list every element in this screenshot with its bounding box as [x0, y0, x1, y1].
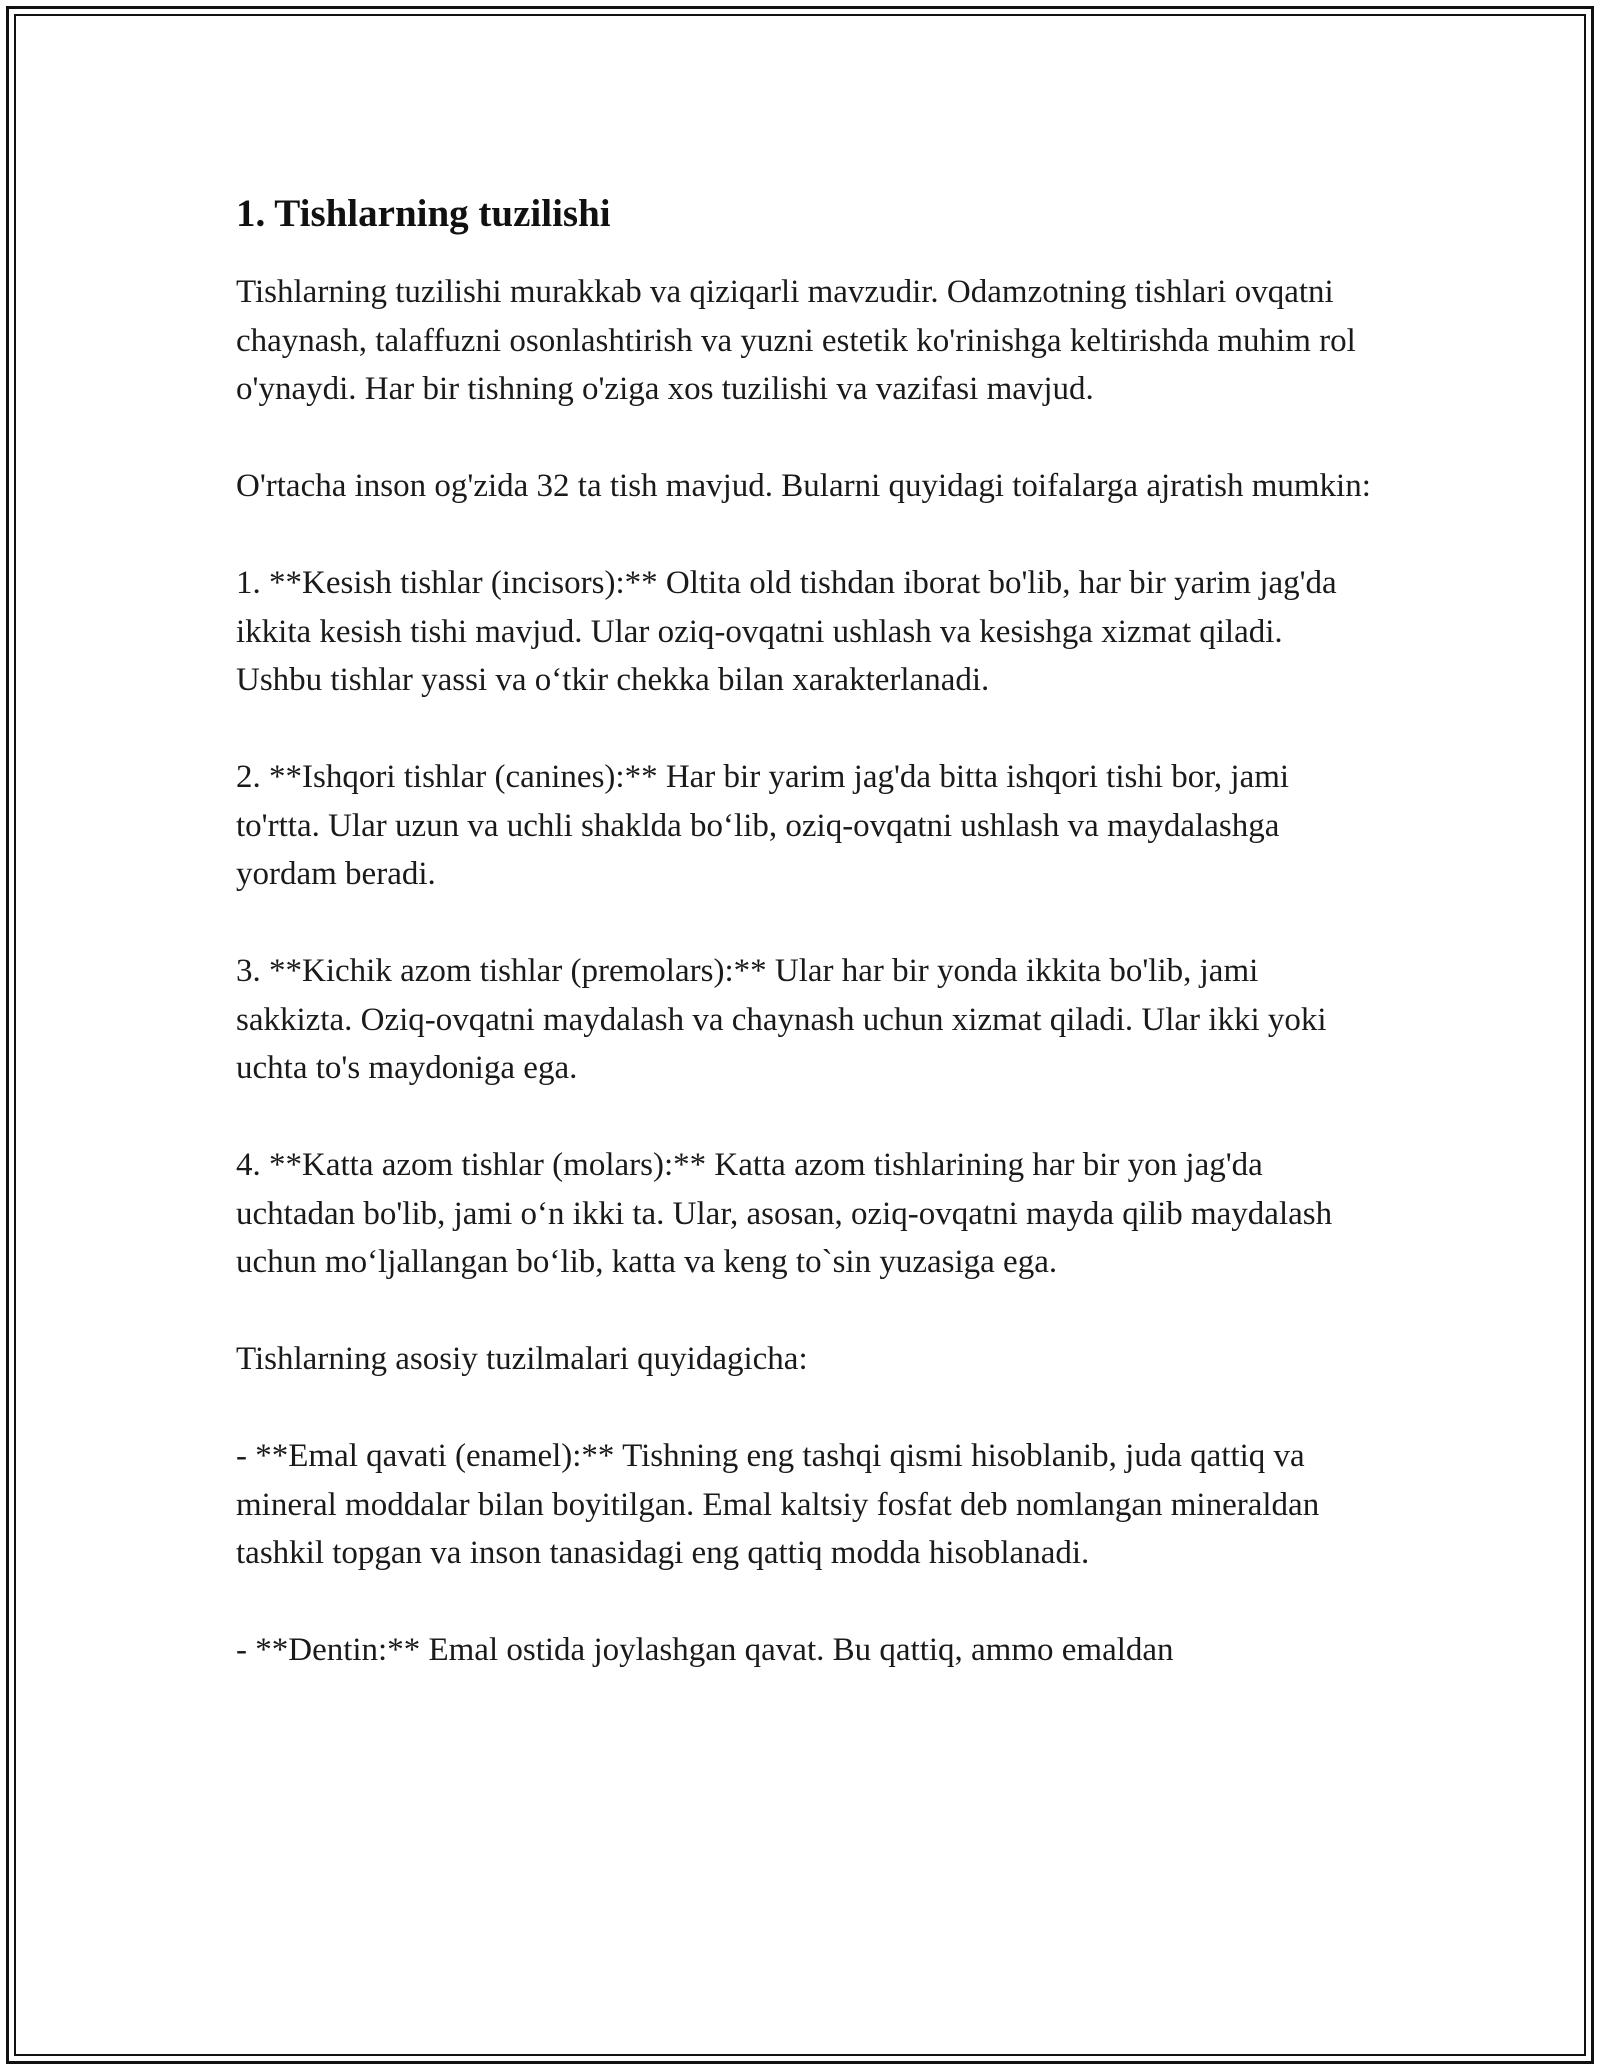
dentin-paragraph: - **Dentin:** Emal ostida joylashgan qavat. Bu qattiq, ammo emaldan — [236, 1632, 1174, 1668]
teeth-count-paragraph: O'rtacha inson og'zida 32 ta tish mavjud. Bularni quyidagi toifalarga ajratish mumkin: — [236, 468, 1371, 504]
incisors-paragraph: 1. **Kesish tishlar (incisors):** Oltita old tishdan iborat bo'lib, har bir yarim jag'da ikkita kesish tishi mavjud. Ular oziq-ovqatni ushlash va kesishga xizmat qiladi. Ushbu tishlar yassi va oʻtkir chekka bilan xarakterlanadi. — [236, 565, 1337, 698]
canines-paragraph: 2. **Ishqori tishlar (canines):** Har bir yarim jag'da bitta ishqori tishi bor, jami to'rtta. Ular uzun va uchli shaklda boʻlib, oziq-ovqatni ushlash va maydalashga yordam beradi. — [236, 759, 1290, 892]
enamel-paragraph: - **Emal qavati (enamel):** Tishning eng tashqi qismi hisoblanib, juda qattiq va mineral moddalar bilan boyitilgan. Emal kaltsiy fosfat deb nomlangan mineraldan tashkil topgan va inson tanasidagi eng qattiq modda hisoblanadi. — [236, 1438, 1320, 1571]
structures-intro-paragraph: Tishlarning asosiy tuzilmalari quyidagicha: — [236, 1341, 808, 1377]
document-body — [236, 186, 1376, 1723]
premolars-paragraph: 3. **Kichik azom tishlar (premolars):** Ular har bir yonda ikkita bo'lib, jami sakkizta. Oziq-ovqatni maydalash va chaynash uchun xizmat qiladi. Ular ikki yoki uchta to's maydoniga ega. — [236, 953, 1327, 1086]
section-heading: 1. Tishlarning tuzilishi — [236, 192, 611, 235]
intro-paragraph: Tishlarning tuzilishi murakkab va qiziqarli mavzudir. Odamzotning tishlari ovqatni chaynash, talaffuzni osonlashtirish va yuzni estetik ko'rinishga keltirishda muhim rol o'ynaydi. Har bir tishning o'ziga xos tuzilishi va vazifasi mavjud. — [236, 274, 1356, 407]
molars-paragraph: 4. **Katta azom tishlar (molars):** Katta azom tishlarining har bir yon jag'da uchtadan bo'lib, jami oʻn ikki ta. Ular, asosan, oziq-ovqatni mayda qilib maydalash uchun moʻljallangan boʻlib, katta va keng to`sin yuzasiga ega. — [236, 1147, 1333, 1280]
